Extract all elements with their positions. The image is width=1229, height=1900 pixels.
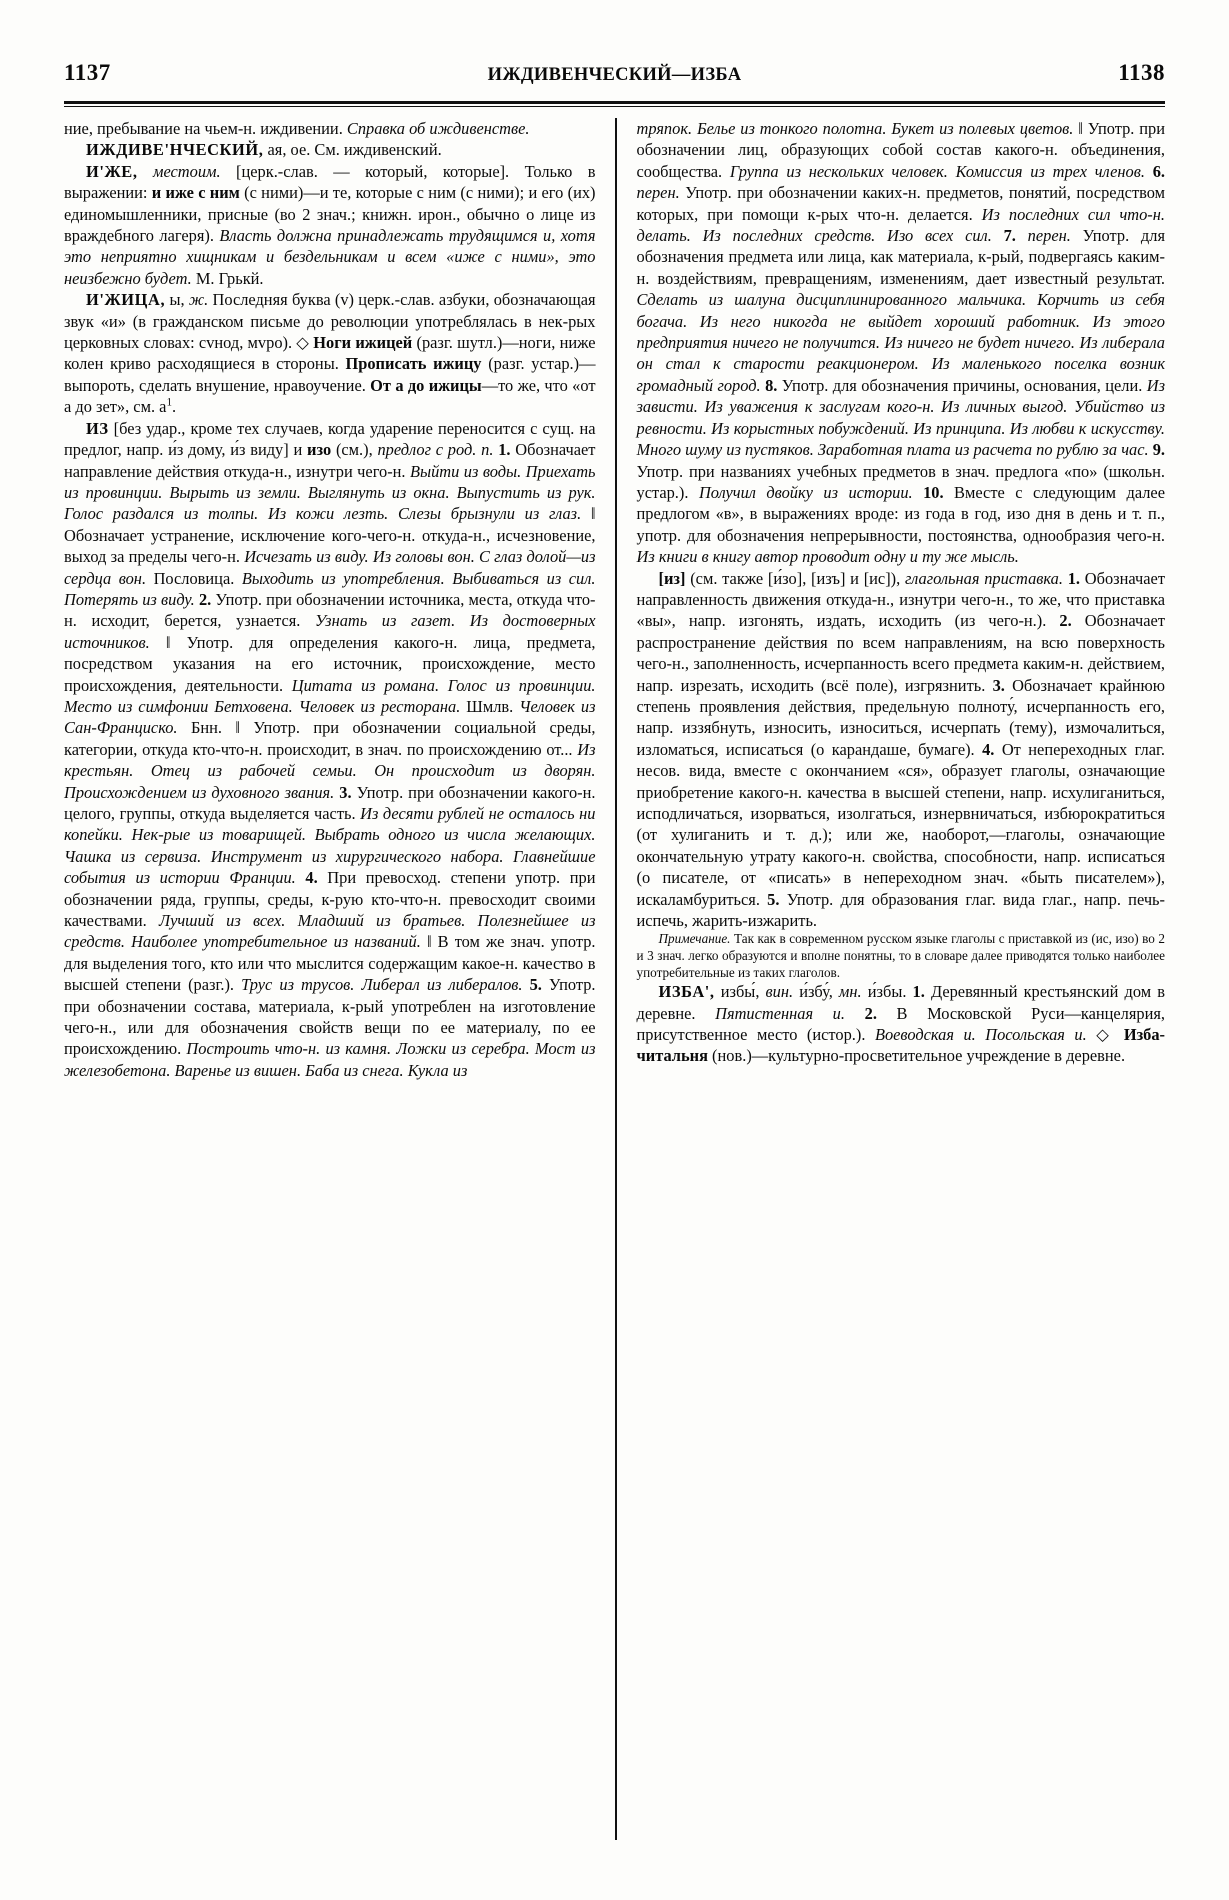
- column-right: [615, 118, 1166, 1840]
- header-rule-thin: [64, 106, 1165, 107]
- dictionary-entry: ИЗ [без удар., кроме тех случаев, когда ударение переносится с сущ. на предлог, напр. и́з дому, и́з виду] и изо (см.), предлог с род. п. 1. Обозначает направление действия откуда-н., изнутри чего-н. Выйти из воды. Приехать из провинции. Вырыть из земли. Выглянуть из окна. Выпустить из рук. Голос раздался из толпы. Из кожи лезть. Слезы брызнули из глаз. ‖ Обозначает устранение, исключение кого-чего-н. откуда-н., исчезновение, выход за пределы чего-н. Исчезать из виду. Из головы вон. С глаз долой—из сердца вон. Пословица. Выходить из употребления. Выбиваться из сил. Потерять из виду. 2. Употр. при обозначении источника, места, откуда что-н. исходит, берется, узнается. Узнать из газет. Из достоверных источников. ‖ Употр. для определения какого-н. лица, предмета, посредством указания на его источник, происхождение, место происхождения, деятельности. Цитата из романа. Голос из провинции. Место из симфонии Бетховена. Человек из ресторана. Шмлв. Человек из Сан-Франциско. Бнн. ‖ Употр. при обозначении социальной среды, категории, откуда кто-что-н. происходит, в знач. по происхождению от... Из крестьян. Отец из рабочей семьи. Он происходит из дворян. Происхождением из духовного звания. 3. Употр. при обозначении какого-н. целого, группы, откуда выделяется часть. Из десяти рублей не осталось ни копейки. Нек-рые из товарищей. Выбрать одного из числа желающих. Чашка из сервиза. Инструмент из хирургического набора. Главнейшие события из истории Франции. 4. При превосход. степени употр. при обозначении ряда, группы, среды, к-рую кто-что-н. превосходит своими качествами. Лучший из всех. Младший из братьев. Полезнейшее из средств. Наиболее употребительное из названий. ‖ В том же знач. употр. для выделения того, кто или что мыслится содержащим какое-н. качество в высшей степени (разг.). Трус из трусов. Либерал из либералов. 5. Употр. при обозначении состава, материала, к-рый употреблен на изготовление чего-н., или для обозначения свойств вещи по ее материалу, по ее происхождению. Построить что-н. из камня. Ложки из серебра. Мост из железобетона. Варенье из вишен. Баба из снега. Кукла из: [64, 418, 596, 1080]
- running-head-bar: [64, 60, 1165, 94]
- dictionary-entry: ИЗБА', избы́, вин. и́збу́, мн. и́збы. 1. Деревянный крестьянский дом в деревне. Пятистенная и. 2. В Московской Руси—канцелярия, присутственное место (истор.). Воеводская и. Посольская и. ◇ Изба-читальня (нов.)—культурно-просветительное учреждение в деревне.: [636, 982, 1166, 1066]
- folio-right: 1138: [1118, 60, 1165, 85]
- dictionary-entry: ИЖДИВЕ'НЧЕСКИЙ, ая, ое. См. иждивенский.: [86, 140, 442, 160]
- header-rule: [64, 101, 1165, 107]
- column-left: [64, 118, 615, 1840]
- dictionary-entry: тряпок. Белье из тонкого полотна. Букет из полевых цветов. ‖ Употр. при обозначении лиц, образующих собой состав какого-н. объединения, сообщества. Группа из нескольких человек. Комиссия из трех членов. 6. перен. Употр. при обозначении каких-н. предметов, понятий, посредством которых, при помощи к-рых что-н. делается. Из последних сил что-н. делать. Из последних средств. Изо всех сил. 7. перен. Употр. для обозначения предмета или лица, как материала, к-рый, подвергаясь каким-н. воздействиям, превращениям, изменениям, дает известный результат. Сделать из шалуна дисциплинированного мальчика. Корчить из себя богача. Из него никогда не выйдет хороший работник. Из этого предприятия ничего не получится. Из ничего не будет ничего. Из либерала он стал к старости реакционером. Из маленького поселка возник громадный город. 8. Употр. для обозначения причины, основания, цели. Из зависти. Из уважения к заслугам кого-н. Из личных выгод. Убийство из ревности. Из корыстных побуждений. Из принципа. Из любви к искусству. Много шуму из пустяков. Заработная плата из расчета по рублю за час. 9. Употр. при названиях учебных предметов в знач. предлога «по» (школьн. устар.). Получил двойку из истории. 10. Вместе с следующим далее предлогом «в», в выражениях вроде: из года в год, изо дня в день и т. п., употр. для обозначения непрерывности, постоянства, однообразия чего-н. Из книги в книгу автор проводит одну и ту же мысль.: [636, 119, 1165, 567]
- page-body: [64, 118, 1165, 1840]
- dictionary-entry: И'ЖИЦА, ы, ж. Последняя буква (v) церк.-слав. азбуки, обозначающая звук «и» (в гражданском письме до революции употреблялась в нек-рых церковных словах: cvнод, мvро). ◇ Ноги ижицей (разг. шутл.)—ноги, ниже колен криво расходящиеся в стороны. Прописать ижицу (разг. устар.)—выпороть, сделать внушение, нравоучение. От а до ижицы—то же, что «от а до зет», см. $а^1$.: [64, 290, 596, 417]
- folio-left: 1137: [64, 60, 111, 85]
- header-rule-thick: [64, 101, 1165, 104]
- dictionary-entry: И'ЖЕ, местоим. [церк.-слав. — который, которые]. Только в выражении: и иже с ним (с ними)—и те, которые с ним (с ними); и его (их) единомышленники, присные (во 2 знач.; книжн. ирон., обычно о лице из враждебного лагеря). Власть должна принадлежать трудящимся и, хотя это неприятно хищникам и бездельникам и всем «иже с ними», это неизбежно будет. М. Грькй.: [64, 161, 596, 288]
- dictionary-entry: [из] (см. также [и́зо], [изъ] и [ис]), глагольная приставка. 1. Обозначает направленность движения откуда-н., изнутри чего-н., то же, что приставка «вы», напр. изгонять, издать, исходить (из чего-н.). 2. Обозначает распространение действия по всем направлениям, на всю поверхность чего-н., заполненность, исчерпанность всего предмета каким-н. действием, напр. изрезать, исходить (всё поле), изгрязнить. 3. Обозначает крайнюю степень проявления действия, предельную полноту́, исчерпанность его, напр. иззябнуть, износить, износиться, исчерпать (тему), измочалиться, изломаться, исписаться (о карандаше, бумаге). 4. От непереходных глаг. несов. вида, вместе с окончанием «ся», образует глаголы, означающие приобретение какого-н. качества в высшей степени, напр. исхулиганиться, исподличаться, изорваться, изолгаться, изнервничаться, избюрократиться (от хулиганить и т. д.); или же, наоборот,—глаголы, означающие окончательную утрату какого-н. свойства, способности, напр. исписаться (о писателе, от «писать» в непереходном знач. «быть писателем»), искаламбуриться. 5. Употр. для образования глаг. вида глаг., напр. печь-испечь, жарить-изжарить.: [636, 568, 1165, 931]
- running-head-title: ИЖДИВЕНЧЕСКИЙ—ИЗБА: [487, 65, 742, 85]
- dictionary-note: Примечание. Так как в современном русском языке глаголы с приставкой из (ис, изо) во 2 и 3 знач. легко образуются и вполне понятны, то в словаре далее приводятся только наиболее употребительные из таких глаголов.: [636, 931, 1165, 980]
- dictionary-entry: ние, пребывание на чьем-н. иждивении. Справка об иждивенстве.: [64, 119, 530, 138]
